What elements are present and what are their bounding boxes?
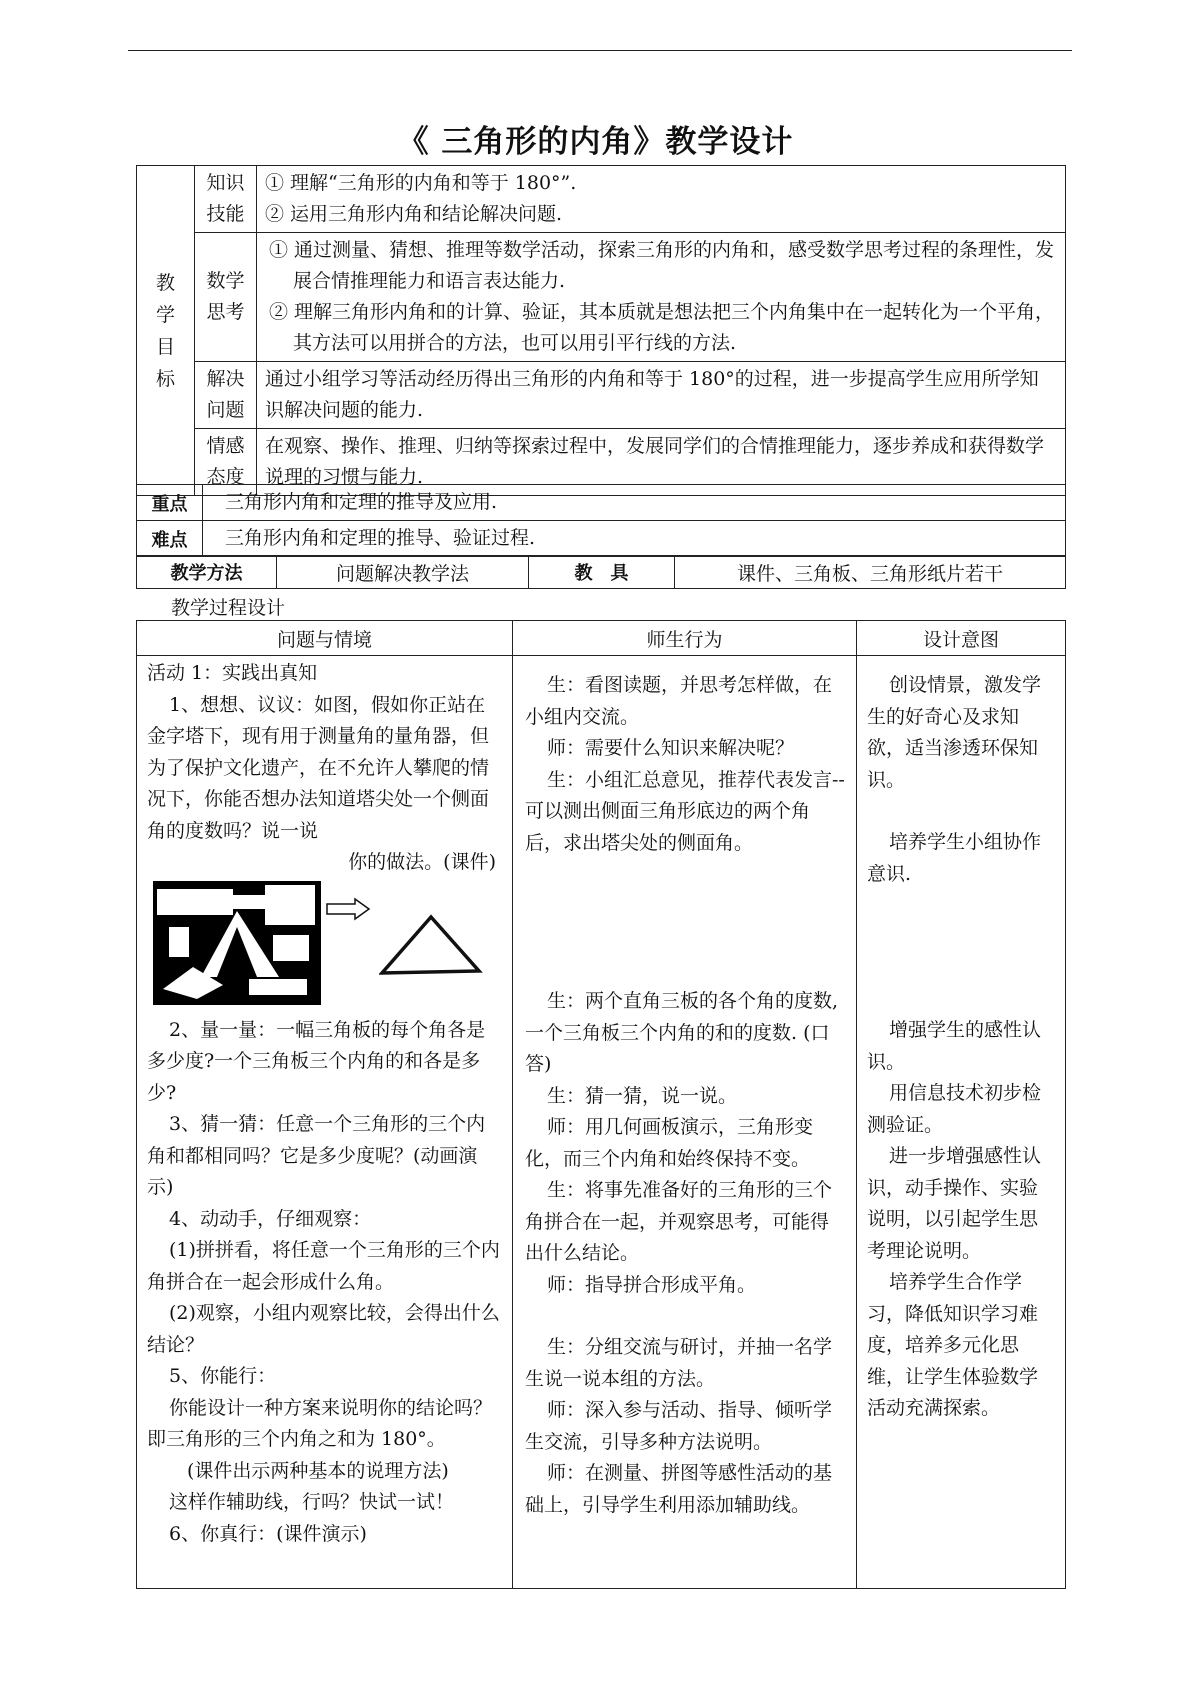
header-behavior: 师生行为 (513, 621, 857, 656)
intent-item: 培养学生小组协作意识. (867, 831, 1042, 885)
objective-text-knowledge: ① 理解“三角形的内角和等于 180°”. ② 运用三角形内角和结论解决问题. (257, 166, 1066, 233)
tools-label: 教 具 (529, 556, 675, 589)
triangle-icon (379, 913, 483, 977)
situation-item: 3、猜一猜：任意一个三角形的三个内角和都相同吗？它是多少度呢？(动画演示) (147, 1113, 486, 1198)
behavior-column (513, 656, 857, 1589)
situation-item: 你能设计一种方案来说明你的结论吗？即三角形的三个内角之和为 180°。 (147, 1396, 493, 1450)
difficulty-label: 难点 (137, 521, 203, 557)
intent-column (857, 656, 1066, 1589)
behavior-item: 生：将事先准备好的三角形的三个角拼合在一起，并观察思考，可能得出什么结论。 (525, 1179, 833, 1264)
process-title: 教学过程设计 (171, 597, 286, 619)
objective-text-thinking: ① 通过测量、猜想、推理等数学活动，探索三角形的内角和，感受数学思考过程的条理性，发展合情推理能力和语言表达能力. ② 理解三角形内角和的计算、验证，其本质就是想法把三个内角集中在一起转化为一个平角，其方法可以用拼合的方法，也可以用引平行线的方法. (257, 233, 1066, 362)
header-situation: 问题与情境 (137, 621, 513, 656)
header-intent: 设计意图 (857, 621, 1066, 656)
intent-item: 增强学生的感性认识。 (867, 1019, 1042, 1073)
behavior-item: 师：指导拼合形成平角。 (547, 1273, 757, 1296)
objectives-category: 教 学 目 标 (137, 166, 195, 496)
behavior-item: 师：深入参与活动、指导、倾听学生交流，引导多种方法说明。 (525, 1399, 833, 1453)
process-table (136, 620, 1066, 1589)
intent-item: 创设情景，激发学生的好奇心及求知欲，适当渗透环保知识。 (867, 674, 1042, 791)
objective-label-attitude: 情感 态度 (195, 429, 257, 496)
illustration (147, 881, 502, 1009)
situation-item: 6、你真行：(课件演示) (169, 1522, 367, 1545)
intent-item: 培养学生合作学习，降低知识学习难度，培养多元化思维，让学生体验数学活动充满探索。 (867, 1271, 1039, 1419)
behavior-item: 师：需要什么知识来解决呢？ (547, 737, 795, 759)
situation-item: 2、量一量：一幅三角板的每个角各是多少度?一个三角板三个内角的和各是多少? (147, 1018, 486, 1104)
key-point-text: 三角形内角和定理的推导及应用. (203, 485, 1066, 521)
behavior-item: 师：用几何画板演示，三角形变化，而三个内角和始终保持不变。 (525, 1116, 814, 1170)
intent-item: 进一步增强感性认识，动手操作、实验说明，以引起学生思考理论说明。 (867, 1145, 1042, 1262)
objective-text-attitude: 在观察、操作、推理、归纳等探索过程中，发展同学们的合情推理能力，逐步养成和获得数学说理的习惯与能力. (257, 429, 1066, 496)
situation-item: 这样作辅助线，行吗？快试一试！ (169, 1491, 455, 1513)
situation-item: (2)观察，小组内观察比较，会得出什么结论？ (147, 1302, 500, 1356)
behavior-item: 生：看图读题，并思考怎样做，在小组内交流。 (525, 674, 833, 728)
behavior-item: 生：小组汇总意见，推荐代表发言--可以测出侧面三角形底边的两个角后，求出塔尖处的侧面角。 (525, 768, 845, 854)
behavior-item: 师：在测量、拼图等感性活动的基础上，引导学生利用添加辅助线。 (525, 1462, 833, 1516)
situation-item: 你的做法。(课件) (348, 851, 496, 873)
situation-item: 4、动动手，仔细观察： (169, 1207, 372, 1230)
objective-label-problem: 解决 问题 (195, 362, 257, 429)
behavior-item: 生：两个直角三板的各个角的度数,一个三角板三个内角的和的度数. (口答) (525, 990, 839, 1075)
header-rule (128, 50, 1072, 51)
difficulty-text: 三角形内角和定理的推导、验证过程. (203, 521, 1066, 557)
method-label: 教学方法 (137, 556, 277, 589)
tools-value: 课件、三角板、三角形纸片若干 (675, 556, 1066, 589)
right-arrow-icon (325, 897, 371, 921)
pyramid-photo (153, 881, 321, 1005)
objectives-table (136, 165, 1066, 496)
behavior-item: 生：分组交流与研讨，并抽一名学生说一说本组的方法。 (525, 1336, 833, 1390)
summary-table (136, 484, 1066, 557)
activity-title: 活动 1：实践出真知 (147, 662, 318, 684)
situation-item: (课件出示两种基本的说理方法) (187, 1459, 449, 1482)
intent-item: 用信息技术初步检测验证。 (867, 1082, 1042, 1136)
behavior-item: 生：猜一猜，说一说。 (547, 1084, 738, 1107)
situation-item: 5、你能行： (169, 1365, 277, 1387)
situation-item: (1)拼拼看，将任意一个三角形的三个内角拼合在一起会形成什么角。 (147, 1239, 500, 1293)
objective-label-thinking: 数学 思考 (195, 233, 257, 362)
key-point-label: 重点 (137, 485, 203, 521)
method-value: 问题解决教学法 (277, 556, 529, 589)
situation-item: 1、想想、议议：如图，假如你正站在金字塔下，现有用于测量角的量角器，但为了保护文化遗产，在不允许人攀爬的情况下，你能否想办法知道塔尖处一个侧面角的度数吗？说一说 (147, 693, 490, 842)
method-table (136, 555, 1066, 589)
document-title: 《 三角形的内角》教学设计 (397, 124, 794, 160)
objective-text-problem: 通过小组学习等活动经历得出三角形的内角和等于 180°的过程，进一步提高学生应用所学知识解决问题的能力. (257, 362, 1066, 429)
objective-label-knowledge: 知识 技能 (195, 166, 257, 233)
situation-column (137, 656, 513, 1589)
